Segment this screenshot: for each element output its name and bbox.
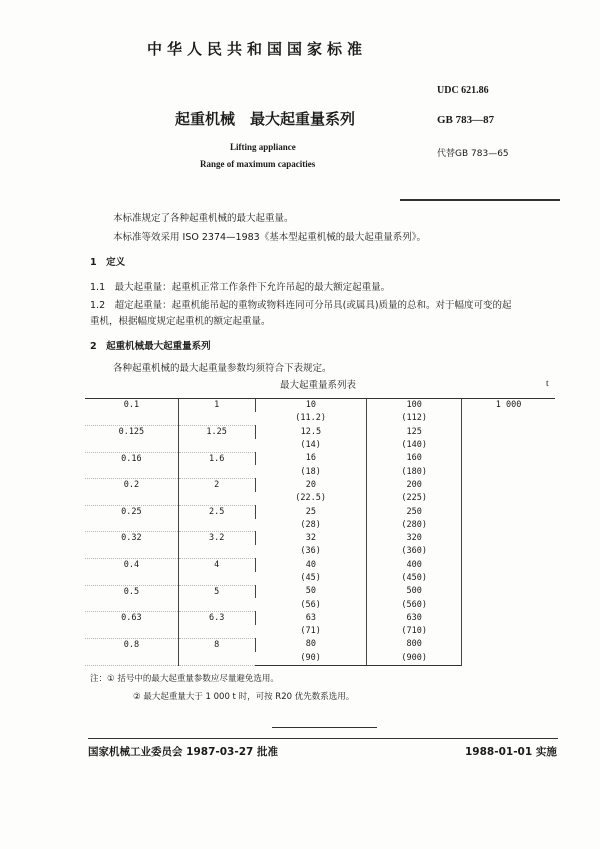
table-cell: (14): [300, 440, 321, 451]
table-cell: (450): [367, 572, 462, 585]
footer-divider: [88, 738, 558, 739]
table-cell: 2: [178, 479, 255, 506]
section-1-1: 1.1 最大起重量：起重机正常工作条件下允许吊起的最大额定起重量。: [90, 282, 391, 293]
table-cell: 50: [255, 585, 367, 598]
note-1: 注：① 括号中的最大起重量参数应尽量避免选用。: [90, 674, 279, 684]
table-caption: 最大起重量系列表: [280, 380, 357, 391]
table-cell: 4: [178, 559, 255, 586]
table-cell: 500: [367, 585, 462, 598]
title-en-1: Lifting appliance: [230, 142, 296, 152]
table-cell: 0.1: [85, 399, 178, 426]
table-cell: 16: [255, 452, 367, 465]
table-cell: 32: [255, 532, 367, 545]
table-cell: 630: [367, 612, 462, 625]
table-cell: (22.5): [295, 493, 326, 504]
table-cell: 400: [367, 559, 462, 572]
table-cell: 100: [367, 399, 462, 413]
table-cell: 125: [367, 426, 462, 439]
table-cell: (225): [367, 492, 462, 505]
table-cell: 0.63: [85, 612, 178, 639]
table-cell: 20: [255, 479, 367, 492]
approval-info: 国家机械工业委员会 1987-03-27 批准: [88, 746, 278, 758]
effective-date: 1988-01-01 实施: [465, 746, 557, 758]
table-cell: 0.16: [85, 452, 178, 479]
table-cell: 0.32: [85, 532, 178, 559]
section-2-heading: 2 起重机械最大起重量系列: [90, 341, 211, 352]
table-cell: 3.2: [178, 532, 255, 559]
table-cell: 0.25: [85, 505, 178, 532]
table-cell: (45): [300, 573, 321, 583]
table-cell: 0.5: [85, 585, 178, 612]
udc-number: UDC 621.86: [437, 85, 489, 96]
table-cell: 63: [255, 612, 367, 625]
table-cell: (71): [300, 626, 321, 637]
table-cell: (36): [300, 546, 321, 557]
table-cell: 5: [178, 585, 255, 612]
section-2-text: 各种起重机械的最大起重量参数均须符合下表规定。: [113, 363, 332, 374]
table-cell: (710): [367, 625, 462, 638]
table-cell: 2.5: [178, 505, 255, 532]
replaces-note: 代替GB 783—65: [437, 149, 509, 159]
note-2: ② 最大起重量大于 1 000 t 时，可按 R20 优先数系选用。: [133, 692, 355, 702]
standard-name: 中华人民共和国国家标准: [147, 40, 368, 58]
table-cell: 320: [367, 532, 462, 545]
table-cell: (360): [367, 545, 462, 558]
table-cell: 1 000: [462, 399, 555, 666]
table-cell: 250: [367, 505, 462, 518]
section-1-heading: 1 定义: [90, 257, 126, 268]
table-cell: 40: [255, 559, 367, 572]
table-cell: (140): [367, 439, 462, 452]
table-cell: (56): [300, 599, 321, 610]
intro-2: 本标准等效采用 ISO 2374—1983《基本型起重机械的最大起重量系列》。: [113, 232, 426, 243]
table-cell: (560): [367, 598, 462, 611]
section-1-2a: 1.2 超定起重量：起重机能吊起的重物或物料连同可分吊具(或属具)质量的总和。对于幅度可变的起: [90, 300, 512, 311]
table-cell: (28): [300, 519, 321, 530]
table-cell: (11.2): [295, 413, 326, 424]
table-cell: (180): [367, 465, 462, 478]
table-cell: (900): [367, 652, 462, 666]
table-cell: 8: [178, 638, 255, 665]
table-cell: (280): [367, 519, 462, 532]
table-cell: 200: [367, 479, 462, 492]
table-cell: 10: [255, 399, 367, 413]
document-title: 起重机械 最大起重量系列: [175, 110, 356, 128]
end-divider: [272, 727, 377, 728]
table-unit: t: [546, 379, 549, 389]
gb-number: GB 783—87: [437, 114, 495, 126]
table-cell: 0.8: [85, 638, 178, 665]
table-cell: 800: [367, 638, 462, 651]
table-cell: 1: [178, 399, 255, 426]
table-cell: 12.5: [255, 426, 367, 439]
table-row: [85, 399, 555, 413]
header-divider: [400, 199, 560, 201]
table-cell: 0.4: [85, 559, 178, 586]
table-cell: 1.25: [178, 426, 255, 453]
table-cell: (18): [300, 466, 321, 477]
table-cell: 80: [255, 638, 367, 651]
table-cell: 1.6: [178, 452, 255, 479]
table-cell: 160: [367, 452, 462, 465]
title-en-2: Range of maximum capacities: [200, 159, 316, 169]
capacity-table: [85, 398, 555, 666]
table-cell: 6.3: [178, 612, 255, 639]
table-cell: 25: [255, 505, 367, 518]
table-cell: (90): [255, 652, 367, 666]
intro-1: 本标准规定了各种起重机械的最大起重量。: [113, 213, 294, 224]
table-cell: 0.125: [85, 426, 178, 453]
table-cell: 0.2: [85, 479, 178, 506]
table-cell: (112): [367, 412, 462, 425]
section-1-2b: 重机，根据幅度规定起重机的额定起重量。: [90, 316, 271, 327]
